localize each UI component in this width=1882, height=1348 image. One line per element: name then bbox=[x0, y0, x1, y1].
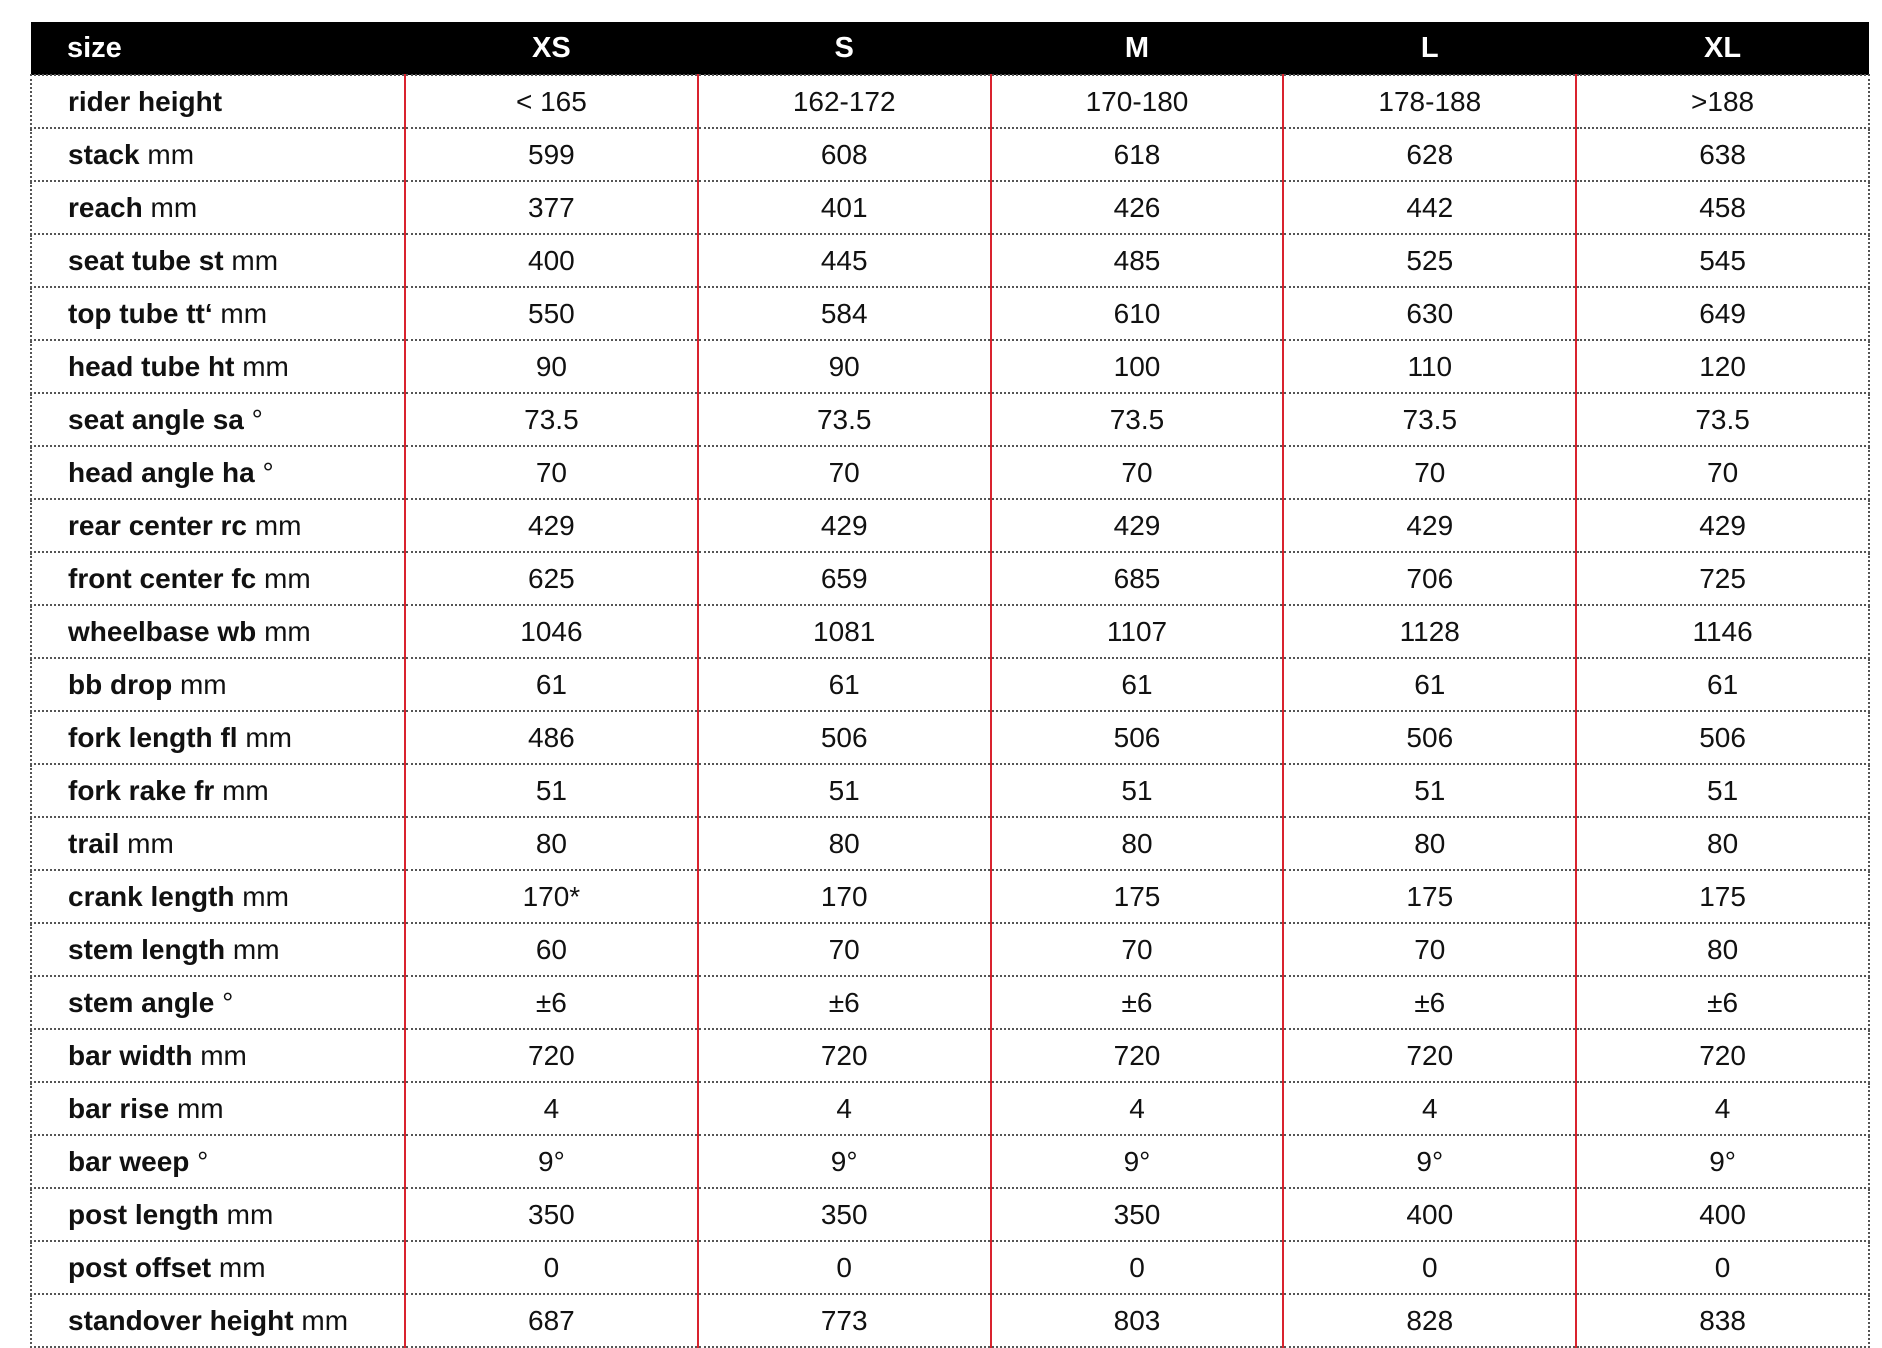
row-label-unit: mm bbox=[231, 244, 279, 276]
row-label-unit: ° bbox=[251, 403, 263, 435]
row-label-name: trail bbox=[68, 827, 120, 859]
cell-xl: 175 bbox=[1576, 870, 1869, 923]
cell-xs: < 165 bbox=[405, 75, 698, 128]
row-label-unit: mm bbox=[226, 1198, 274, 1230]
cell-m: 73.5 bbox=[991, 393, 1284, 446]
cell-xs: 429 bbox=[405, 499, 698, 552]
cell-l: 400 bbox=[1283, 1188, 1576, 1241]
cell-s: 70 bbox=[698, 446, 991, 499]
cell-xl: 120 bbox=[1576, 340, 1869, 393]
row-label-unit: mm bbox=[176, 1092, 224, 1124]
cell-s: 350 bbox=[698, 1188, 991, 1241]
cell-xs: 51 bbox=[405, 764, 698, 817]
table-row bbox=[31, 499, 1869, 552]
row-label bbox=[31, 393, 405, 446]
table-row bbox=[31, 393, 1869, 446]
cell-l: 630 bbox=[1283, 287, 1576, 340]
cell-l: 442 bbox=[1283, 181, 1576, 234]
cell-m: 1107 bbox=[991, 605, 1284, 658]
header-size-xs: XS bbox=[405, 22, 698, 75]
row-label-unit: ° bbox=[262, 456, 274, 488]
row-label bbox=[31, 340, 405, 393]
cell-xl: 400 bbox=[1576, 1188, 1869, 1241]
row-label-unit: mm bbox=[242, 880, 289, 912]
cell-m: 51 bbox=[991, 764, 1284, 817]
row-label-unit: mm bbox=[220, 297, 268, 329]
header-size-m: M bbox=[991, 22, 1284, 75]
row-label-unit: mm bbox=[200, 1039, 247, 1071]
cell-xl: 506 bbox=[1576, 711, 1869, 764]
table-header-row bbox=[31, 22, 1869, 75]
cell-m: 426 bbox=[991, 181, 1284, 234]
geometry-table bbox=[30, 22, 1870, 1348]
row-label bbox=[31, 128, 405, 181]
table-row bbox=[31, 605, 1869, 658]
table-row bbox=[31, 817, 1869, 870]
header-size-label: size bbox=[31, 22, 405, 75]
row-label-name: post length bbox=[68, 1198, 219, 1230]
header-size-l: L bbox=[1283, 22, 1576, 75]
row-label-unit: mm bbox=[127, 827, 174, 859]
cell-m: 70 bbox=[991, 446, 1284, 499]
row-label bbox=[31, 658, 405, 711]
row-label bbox=[31, 446, 405, 499]
cell-xs: 550 bbox=[405, 287, 698, 340]
cell-s: 659 bbox=[698, 552, 991, 605]
cell-l: ±6 bbox=[1283, 976, 1576, 1029]
cell-xl: 725 bbox=[1576, 552, 1869, 605]
cell-m: 9° bbox=[991, 1135, 1284, 1188]
cell-l: 51 bbox=[1283, 764, 1576, 817]
cell-xs: 599 bbox=[405, 128, 698, 181]
table-row bbox=[31, 1241, 1869, 1294]
row-label bbox=[31, 1294, 405, 1347]
row-label-name: fork rake fr bbox=[68, 774, 215, 806]
table-row bbox=[31, 181, 1869, 234]
row-label-name: stem angle bbox=[68, 986, 215, 1018]
row-label-name: post offset bbox=[68, 1251, 212, 1283]
cell-s: 90 bbox=[698, 340, 991, 393]
cell-xl: 51 bbox=[1576, 764, 1869, 817]
row-label-name: bb drop bbox=[68, 668, 173, 700]
cell-m: 429 bbox=[991, 499, 1284, 552]
cell-m: 803 bbox=[991, 1294, 1284, 1347]
row-label-unit: ° bbox=[222, 986, 234, 1018]
cell-l: 4 bbox=[1283, 1082, 1576, 1135]
row-label bbox=[31, 764, 405, 817]
row-label bbox=[31, 1082, 405, 1135]
cell-l: 178-188 bbox=[1283, 75, 1576, 128]
table-row bbox=[31, 287, 1869, 340]
cell-xl: 80 bbox=[1576, 817, 1869, 870]
row-label-unit: mm bbox=[150, 191, 198, 223]
cell-xl: 720 bbox=[1576, 1029, 1869, 1082]
table-row bbox=[31, 976, 1869, 1029]
cell-xs: 687 bbox=[405, 1294, 698, 1347]
cell-m: 100 bbox=[991, 340, 1284, 393]
cell-l: 73.5 bbox=[1283, 393, 1576, 446]
table-row bbox=[31, 1188, 1869, 1241]
cell-xl: 545 bbox=[1576, 234, 1869, 287]
cell-l: 706 bbox=[1283, 552, 1576, 605]
cell-xl: 73.5 bbox=[1576, 393, 1869, 446]
cell-s: 9° bbox=[698, 1135, 991, 1188]
cell-xl: 80 bbox=[1576, 923, 1869, 976]
cell-xs: ±6 bbox=[405, 976, 698, 1029]
cell-s: 584 bbox=[698, 287, 991, 340]
row-label-unit: mm bbox=[254, 509, 302, 541]
row-label-unit: mm bbox=[222, 774, 269, 806]
cell-xl: 70 bbox=[1576, 446, 1869, 499]
row-label-name: front center fc bbox=[68, 562, 257, 594]
cell-s: 162-172 bbox=[698, 75, 991, 128]
row-label-name: seat tube st bbox=[68, 244, 224, 276]
cell-s: ±6 bbox=[698, 976, 991, 1029]
cell-xl: 1146 bbox=[1576, 605, 1869, 658]
row-label-unit: mm bbox=[245, 721, 292, 753]
cell-l: 506 bbox=[1283, 711, 1576, 764]
cell-l: 80 bbox=[1283, 817, 1576, 870]
cell-m: 618 bbox=[991, 128, 1284, 181]
table-row bbox=[31, 1135, 1869, 1188]
row-label-name: bar weep bbox=[68, 1145, 190, 1177]
cell-s: 720 bbox=[698, 1029, 991, 1082]
row-label-unit: mm bbox=[179, 668, 227, 700]
row-label bbox=[31, 499, 405, 552]
cell-m: 175 bbox=[991, 870, 1284, 923]
row-label bbox=[31, 1029, 405, 1082]
cell-xl: 0 bbox=[1576, 1241, 1869, 1294]
table-row bbox=[31, 923, 1869, 976]
table-row bbox=[31, 128, 1869, 181]
row-label-name: head angle ha bbox=[68, 456, 255, 488]
row-label bbox=[31, 1188, 405, 1241]
row-label-unit: mm bbox=[147, 138, 195, 170]
cell-s: 170 bbox=[698, 870, 991, 923]
row-label-name: fork length fl bbox=[68, 721, 238, 753]
row-label-name: reach bbox=[68, 191, 143, 223]
row-label bbox=[31, 181, 405, 234]
row-label-name: standover height bbox=[68, 1304, 294, 1336]
cell-xs: 80 bbox=[405, 817, 698, 870]
cell-xs: 1046 bbox=[405, 605, 698, 658]
cell-s: 4 bbox=[698, 1082, 991, 1135]
row-label bbox=[31, 817, 405, 870]
table-row bbox=[31, 234, 1869, 287]
cell-m: 61 bbox=[991, 658, 1284, 711]
cell-s: 0 bbox=[698, 1241, 991, 1294]
cell-xs: 60 bbox=[405, 923, 698, 976]
row-label-unit: mm bbox=[301, 1304, 349, 1336]
cell-m: 610 bbox=[991, 287, 1284, 340]
cell-s: 445 bbox=[698, 234, 991, 287]
table-row bbox=[31, 870, 1869, 923]
row-label-unit: mm bbox=[264, 615, 311, 647]
row-label-name: head tube ht bbox=[68, 350, 235, 382]
cell-l: 1128 bbox=[1283, 605, 1576, 658]
row-label-name: wheelbase wb bbox=[68, 615, 257, 647]
table-row bbox=[31, 75, 1869, 128]
row-label bbox=[31, 75, 405, 128]
cell-xs: 350 bbox=[405, 1188, 698, 1241]
cell-l: 0 bbox=[1283, 1241, 1576, 1294]
row-label bbox=[31, 923, 405, 976]
cell-m: 0 bbox=[991, 1241, 1284, 1294]
cell-xl: 649 bbox=[1576, 287, 1869, 340]
cell-xs: 486 bbox=[405, 711, 698, 764]
cell-m: 720 bbox=[991, 1029, 1284, 1082]
row-label-unit: ° bbox=[197, 1145, 209, 1177]
cell-xs: 720 bbox=[405, 1029, 698, 1082]
cell-s: 70 bbox=[698, 923, 991, 976]
row-label-unit: mm bbox=[242, 350, 289, 382]
cell-xs: 90 bbox=[405, 340, 698, 393]
cell-xl: ±6 bbox=[1576, 976, 1869, 1029]
row-label bbox=[31, 605, 405, 658]
table-row bbox=[31, 1029, 1869, 1082]
header-size-xl: XL bbox=[1576, 22, 1869, 75]
cell-s: 51 bbox=[698, 764, 991, 817]
cell-xs: 0 bbox=[405, 1241, 698, 1294]
row-label bbox=[31, 234, 405, 287]
cell-m: 70 bbox=[991, 923, 1284, 976]
cell-s: 73.5 bbox=[698, 393, 991, 446]
cell-l: 429 bbox=[1283, 499, 1576, 552]
cell-xs: 625 bbox=[405, 552, 698, 605]
cell-l: 175 bbox=[1283, 870, 1576, 923]
row-label bbox=[31, 287, 405, 340]
cell-xl: 429 bbox=[1576, 499, 1869, 552]
row-label bbox=[31, 1135, 405, 1188]
row-label-name: stack bbox=[68, 138, 140, 170]
cell-xs: 70 bbox=[405, 446, 698, 499]
table-row bbox=[31, 764, 1869, 817]
table-row bbox=[31, 1294, 1869, 1347]
cell-m: 485 bbox=[991, 234, 1284, 287]
cell-s: 401 bbox=[698, 181, 991, 234]
cell-xl: 61 bbox=[1576, 658, 1869, 711]
cell-xl: 838 bbox=[1576, 1294, 1869, 1347]
cell-xs: 9° bbox=[405, 1135, 698, 1188]
row-label-name: crank length bbox=[68, 880, 235, 912]
cell-xs: 377 bbox=[405, 181, 698, 234]
cell-xl: >188 bbox=[1576, 75, 1869, 128]
cell-xs: 61 bbox=[405, 658, 698, 711]
cell-m: ±6 bbox=[991, 976, 1284, 1029]
row-label-unit: mm bbox=[218, 1251, 266, 1283]
cell-l: 70 bbox=[1283, 446, 1576, 499]
cell-l: 525 bbox=[1283, 234, 1576, 287]
table-row bbox=[31, 340, 1869, 393]
cell-s: 1081 bbox=[698, 605, 991, 658]
cell-m: 80 bbox=[991, 817, 1284, 870]
cell-s: 429 bbox=[698, 499, 991, 552]
cell-m: 506 bbox=[991, 711, 1284, 764]
header-size-s: S bbox=[698, 22, 991, 75]
table-row bbox=[31, 446, 1869, 499]
cell-s: 608 bbox=[698, 128, 991, 181]
cell-l: 9° bbox=[1283, 1135, 1576, 1188]
row-label bbox=[31, 1241, 405, 1294]
cell-xs: 4 bbox=[405, 1082, 698, 1135]
cell-l: 70 bbox=[1283, 923, 1576, 976]
cell-m: 170-180 bbox=[991, 75, 1284, 128]
cell-m: 685 bbox=[991, 552, 1284, 605]
cell-xl: 4 bbox=[1576, 1082, 1869, 1135]
cell-l: 628 bbox=[1283, 128, 1576, 181]
row-label-name: top tube tt‘ bbox=[68, 297, 213, 329]
row-label-name: stem length bbox=[68, 933, 226, 965]
table-row bbox=[31, 658, 1869, 711]
row-label-unit: mm bbox=[264, 562, 311, 594]
cell-l: 110 bbox=[1283, 340, 1576, 393]
cell-l: 720 bbox=[1283, 1029, 1576, 1082]
row-label bbox=[31, 552, 405, 605]
cell-l: 61 bbox=[1283, 658, 1576, 711]
cell-m: 350 bbox=[991, 1188, 1284, 1241]
table-row bbox=[31, 1082, 1869, 1135]
cell-xl: 638 bbox=[1576, 128, 1869, 181]
table-row bbox=[31, 711, 1869, 764]
cell-xs: 170* bbox=[405, 870, 698, 923]
row-label bbox=[31, 976, 405, 1029]
table-body bbox=[31, 75, 1869, 1347]
table-row bbox=[31, 552, 1869, 605]
row-label-name: rider height bbox=[68, 85, 223, 117]
cell-s: 506 bbox=[698, 711, 991, 764]
cell-m: 4 bbox=[991, 1082, 1284, 1135]
row-label bbox=[31, 711, 405, 764]
row-label-name: bar width bbox=[68, 1039, 193, 1071]
row-label-name: bar rise bbox=[68, 1092, 170, 1124]
row-label-name: rear center rc bbox=[68, 509, 248, 541]
cell-xl: 458 bbox=[1576, 181, 1869, 234]
cell-s: 80 bbox=[698, 817, 991, 870]
row-label-name: seat angle sa bbox=[68, 403, 244, 435]
cell-s: 773 bbox=[698, 1294, 991, 1347]
cell-l: 828 bbox=[1283, 1294, 1576, 1347]
cell-xs: 73.5 bbox=[405, 393, 698, 446]
row-label-unit: mm bbox=[232, 933, 280, 965]
row-label bbox=[31, 870, 405, 923]
cell-xs: 400 bbox=[405, 234, 698, 287]
cell-xl: 9° bbox=[1576, 1135, 1869, 1188]
cell-s: 61 bbox=[698, 658, 991, 711]
